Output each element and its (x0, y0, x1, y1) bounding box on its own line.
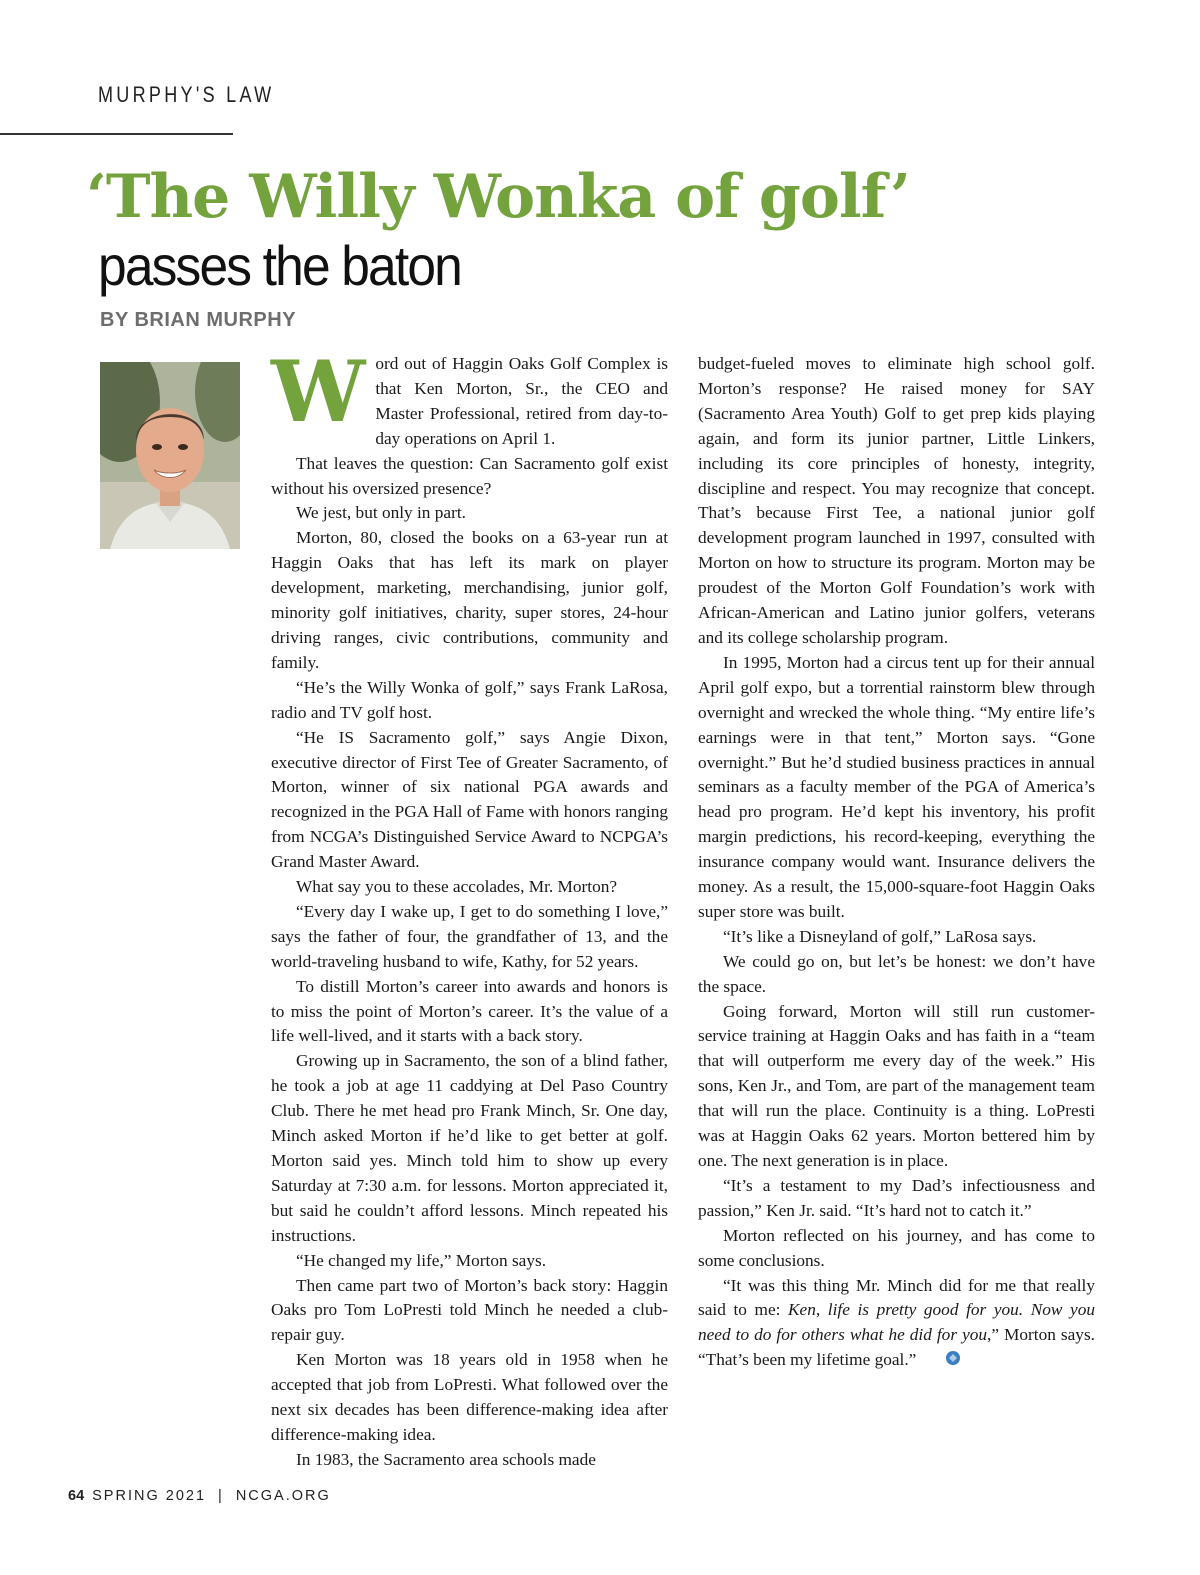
paragraph: In 1983, the Sacramento area schools made (296, 1449, 596, 1469)
final-paragraph: “It was this thing Mr. Minch did for me that really said to me: Ken, life is pretty good for you. Now you need to do for others what he did for you,” Morton says. “That’s been my lifetime goal.” (698, 1274, 1095, 1374)
paragraph: What say you to these accolades, Mr. Morton? (296, 877, 618, 897)
article-column-right (698, 352, 1095, 1374)
paragraph: “He IS Sacramento golf,” says Angie Dixon, executive director of First Tee of Greater Sacramento, of Morton, winner of six national PGA awards and recognized in the PGA Hall of Fame with honors ranging from NCGA’s Distinguished Service Award to NCPGA’s Grand Master Award. (271, 727, 668, 872)
author-photo (100, 362, 240, 549)
section-rule (0, 133, 233, 135)
headline-subtitle: passes the baton (98, 234, 461, 297)
page-footer (68, 1488, 331, 1504)
site-label: NCGA.ORG (235, 1488, 331, 1504)
end-mark-icon (920, 1349, 961, 1374)
paragraph: Morton, 80, closed the books on a 63-year run at Haggin Oaks that has left its mark on player development, marketing, merchandising, junior golf, minority golf initiatives, charity, super stores, 24-hour driving ranges, civic contributions, community and family. (271, 528, 668, 672)
paragraph: In 1995, Morton had a circus tent up for their annual April golf expo, but a torrential rainstorm blew through overnight and wrecked the whole thing. “My entire life’s earnings were in that tent,” Morton says. “Gone overnight.” But he’d studied business practices in annual seminars as a faculty member of the PGA of America’s head pro program. He’d kept his inventory, his profit margin predictions, his record-keeping, everything the insurance company would want. Insurance delivers the money. As a result, the 15,000-square-foot Haggin Oaks super store was built. (698, 652, 1095, 921)
paragraph: To distill Morton’s career into awards and honors is to miss the point of Morton’s career. It’s the value of a life well-lived, and it starts with a back story. (271, 976, 668, 1046)
lead-paragraph: Word out of Haggin Oaks Golf Complex is that Ken Morton, Sr., the CEO and Master Professional, retired from day-to-day operations on April 1. (271, 342, 668, 448)
paragraph: Morton reflected on his journey, and has come to some conclusions. (698, 1225, 1095, 1270)
paragraph: Going forward, Morton will still run customer-service training at Haggin Oaks and has faith in a “team that will outperform me every day of the week.” His sons, Ken Jr., and Tom, are part of the management team that will run the place. Continuity is a thing. LoPresti was at Haggin Oaks 62 years. Morton bettered him by one. The next generation is in place. (698, 1001, 1095, 1170)
page-number: 64 (68, 1488, 85, 1504)
paragraph-continued: budget-fueled moves to eliminate high school golf. Morton’s response? He raised money for SAY (Sacramento Area Youth) Golf to get prep kids playing again, and form its junior partner, Little Linkers, including its core principles of honesty, integrity, discipline and respect. You may recognize that concept. That’s because First Tee, a national junior golf development program launched in 1997, consulted with Morton on how to structure its program. Morton may be proudest of the Morton Golf Foundation’s work with African-American and Latino junior golfers, veterans and its college scholarship program. (698, 354, 1095, 647)
paragraph: “He changed my life,” Morton says. (296, 1250, 547, 1270)
paragraph: We could go on, but let’s be honest: we don’t have the space. (698, 951, 1095, 996)
section-label: MURPHY'S LAW (98, 82, 275, 107)
paragraph: “It’s like a Disneyland of golf,” LaRosa says. (723, 926, 1037, 946)
paragraph: That leaves the question: Can Sacramento golf exist without his oversized presence? (271, 453, 668, 498)
paragraph: Ken Morton was 18 years old in 1958 when he accepted that job from LoPresti. What followed over the next six decades has been difference-making idea after difference-making idea. (271, 1350, 668, 1444)
paragraph: Then came part two of Morton’s back story: Haggin Oaks pro Tom LoPresti told Minch he needed a club-repair guy. (271, 1275, 668, 1345)
paragraph: We jest, but only in part. (296, 503, 466, 523)
footer-separator: | (218, 1488, 224, 1504)
article-column-left (271, 342, 668, 1473)
paragraph: “It’s a testament to my Dad’s infectiousness and passion,” Ken Jr. said. “It’s hard not to catch it.” (698, 1175, 1095, 1220)
paragraph: Growing up in Sacramento, the son of a blind father, he took a job at age 11 caddying at Del Paso Country Club. There he met head pro Frank Minch, Sr. One day, Minch asked Morton if he’d like to get better at golf. Morton said yes. Minch told him to show up every Saturday at 7:30 a.m. for lessons. Morton appreciated it, but said he couldn’t afford lessons. Minch repeated his instructions. (271, 1051, 668, 1245)
headline: ‘The Willy Wonka of golf’ (86, 162, 910, 232)
paragraph: “Every day I wake up, I get to do something I love,” says the father of four, the grandfather of 13, and the world-traveling husband to wife, Kathy, for 52 years. (271, 901, 668, 971)
paragraph: “He’s the Willy Wonka of golf,” says Frank LaRosa, radio and TV golf host. (271, 677, 668, 722)
byline: BY BRIAN MURPHY (100, 309, 297, 331)
drop-cap: W (271, 342, 366, 441)
issue-label: SPRING 2021 (92, 1488, 207, 1504)
